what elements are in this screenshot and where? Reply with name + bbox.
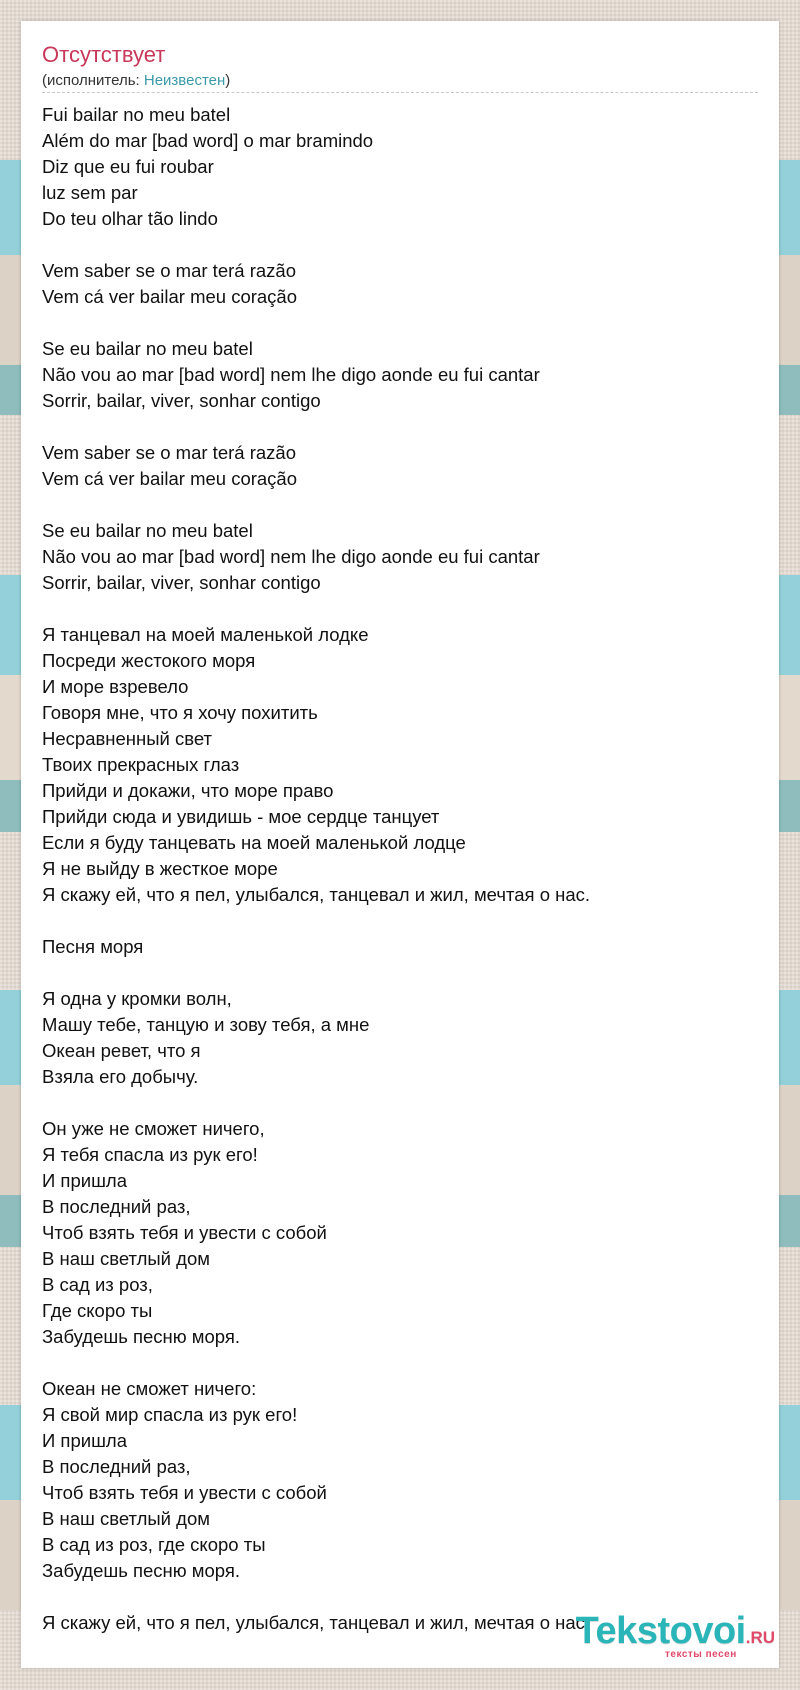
stanza-break xyxy=(42,960,762,986)
lyric-line: Vem saber se o mar terá razão xyxy=(42,442,296,463)
lyric-line: Взяла его добычу. xyxy=(42,1066,199,1087)
lyric-line: Vem saber se o mar terá razão xyxy=(42,260,296,281)
lyric-line: Я танцевал на моей маленькой лодке xyxy=(42,624,369,645)
lyric-line: Прийди сюда и увидишь - мое сердце танцует xyxy=(42,806,440,827)
lyric-line: Океан ревет, что я xyxy=(42,1040,201,1061)
lyric-line: Он уже не сможет ничего, xyxy=(42,1118,265,1139)
lyric-line: В сад из роз, xyxy=(42,1274,153,1295)
artist-link[interactable]: Неизвестен xyxy=(143,72,226,89)
watermark-tagline: тексты песен xyxy=(665,1649,737,1660)
lyric-line: Океан не сможет ничего: xyxy=(42,1378,257,1399)
header-divider xyxy=(42,92,758,93)
lyric-line: Я не выйду в жесткое море xyxy=(42,858,278,879)
lyric-line: Sorrir, bailar, viver, sonhar contigo xyxy=(42,572,321,593)
stanza-break xyxy=(42,1584,762,1610)
lyric-line: В наш светлый дом xyxy=(42,1508,210,1529)
lyric-line: Чтоб взять тебя и увести с собой xyxy=(42,1222,327,1243)
lyric-line: Я свой мир спасла из рук его! xyxy=(42,1404,298,1425)
lyric-line: Vem cá ver bailar meu coração xyxy=(42,286,298,307)
lyric-line: Если я буду танцевать на моей маленькой лодце xyxy=(42,832,466,853)
lyric-line: Я скажу ей, что я пел, улыбался, танцевал и жил, мечтая о нас. xyxy=(42,884,591,905)
lyric-line: Vem cá ver bailar meu coração xyxy=(42,468,298,489)
lyric-line: Я одна у кромки волн, xyxy=(42,988,232,1009)
lyric-line: Fui bailar no meu batel xyxy=(42,104,231,125)
lyric-line: Твоих прекрасных глаз xyxy=(42,754,240,775)
lyric-line: Diz que eu fui roubar xyxy=(42,156,214,177)
lyric-line: Do teu olhar tão lindo xyxy=(42,208,218,229)
lyric-line: Где скоро ты xyxy=(42,1300,153,1321)
lyric-line: В последний раз, xyxy=(42,1196,191,1217)
watermark-brand-name: Tekstovoi xyxy=(575,1610,746,1652)
lyric-line: Говоря мне, что я хочу похитить xyxy=(42,702,318,723)
lyric-line: И пришла xyxy=(42,1430,128,1451)
stanza-break xyxy=(42,492,762,518)
lyric-line: Não vou ao mar [bad word] nem lhe digo aonde eu fui cantar xyxy=(42,546,540,567)
lyric-line: Não vou ao mar [bad word] nem lhe digo aonde eu fui cantar xyxy=(42,364,540,385)
lyric-line: luz sem par xyxy=(42,182,138,203)
lyric-line: В сад из роз, где скоро ты xyxy=(42,1534,266,1555)
lyric-line: Я тебя спасла из рук его! xyxy=(42,1144,258,1165)
lyric-line: Прийди и докажи, что море право xyxy=(42,780,334,801)
lyric-line: Чтоб взять тебя и увести с собой xyxy=(42,1482,327,1503)
lyric-line: И море взревело xyxy=(42,676,189,697)
lyric-line: Я скажу ей, что я пел, улыбался, танцевал и жил, мечтая о нас. xyxy=(42,1612,591,1633)
stanza-break xyxy=(42,414,762,440)
stanza-break xyxy=(42,232,762,258)
lyrics-text xyxy=(42,102,762,1636)
artist-line xyxy=(42,72,230,90)
stanza-break xyxy=(42,1350,762,1376)
stanza-break xyxy=(42,596,762,622)
stanza-break xyxy=(42,310,762,336)
stanza-break xyxy=(42,1090,762,1116)
lyric-line: Несравненный свет xyxy=(42,728,213,749)
lyric-line: В последний раз, xyxy=(42,1456,191,1477)
lyric-line: Se eu bailar no meu batel xyxy=(42,520,253,541)
artist-suffix: ) xyxy=(225,72,231,89)
lyrics-card xyxy=(21,21,779,1668)
lyric-line: В наш светлый дом xyxy=(42,1248,210,1269)
lyric-line: Посреди жестокого моря xyxy=(42,650,256,671)
watermark-domain: .RU xyxy=(745,1628,775,1647)
lyric-line: Песня моря xyxy=(42,936,144,957)
stanza-break xyxy=(42,908,762,934)
artist-prefix: (исполнитель: xyxy=(42,72,144,89)
lyric-line: Забудешь песню моря. xyxy=(42,1326,241,1347)
lyric-line: Забудешь песню моря. xyxy=(42,1560,241,1581)
lyric-line: И пришла xyxy=(42,1170,128,1191)
site-watermark-logo xyxy=(547,1611,775,1667)
lyric-line: Машу тебе, танцую и зову тебя, а мне xyxy=(42,1014,370,1035)
lyric-line: Se eu bailar no meu batel xyxy=(42,338,253,359)
song-title: Отсутствует xyxy=(42,42,166,67)
lyric-line: Sorrir, bailar, viver, sonhar contigo xyxy=(42,390,321,411)
lyric-line: Além do mar [bad word] o mar bramindo xyxy=(42,130,374,151)
